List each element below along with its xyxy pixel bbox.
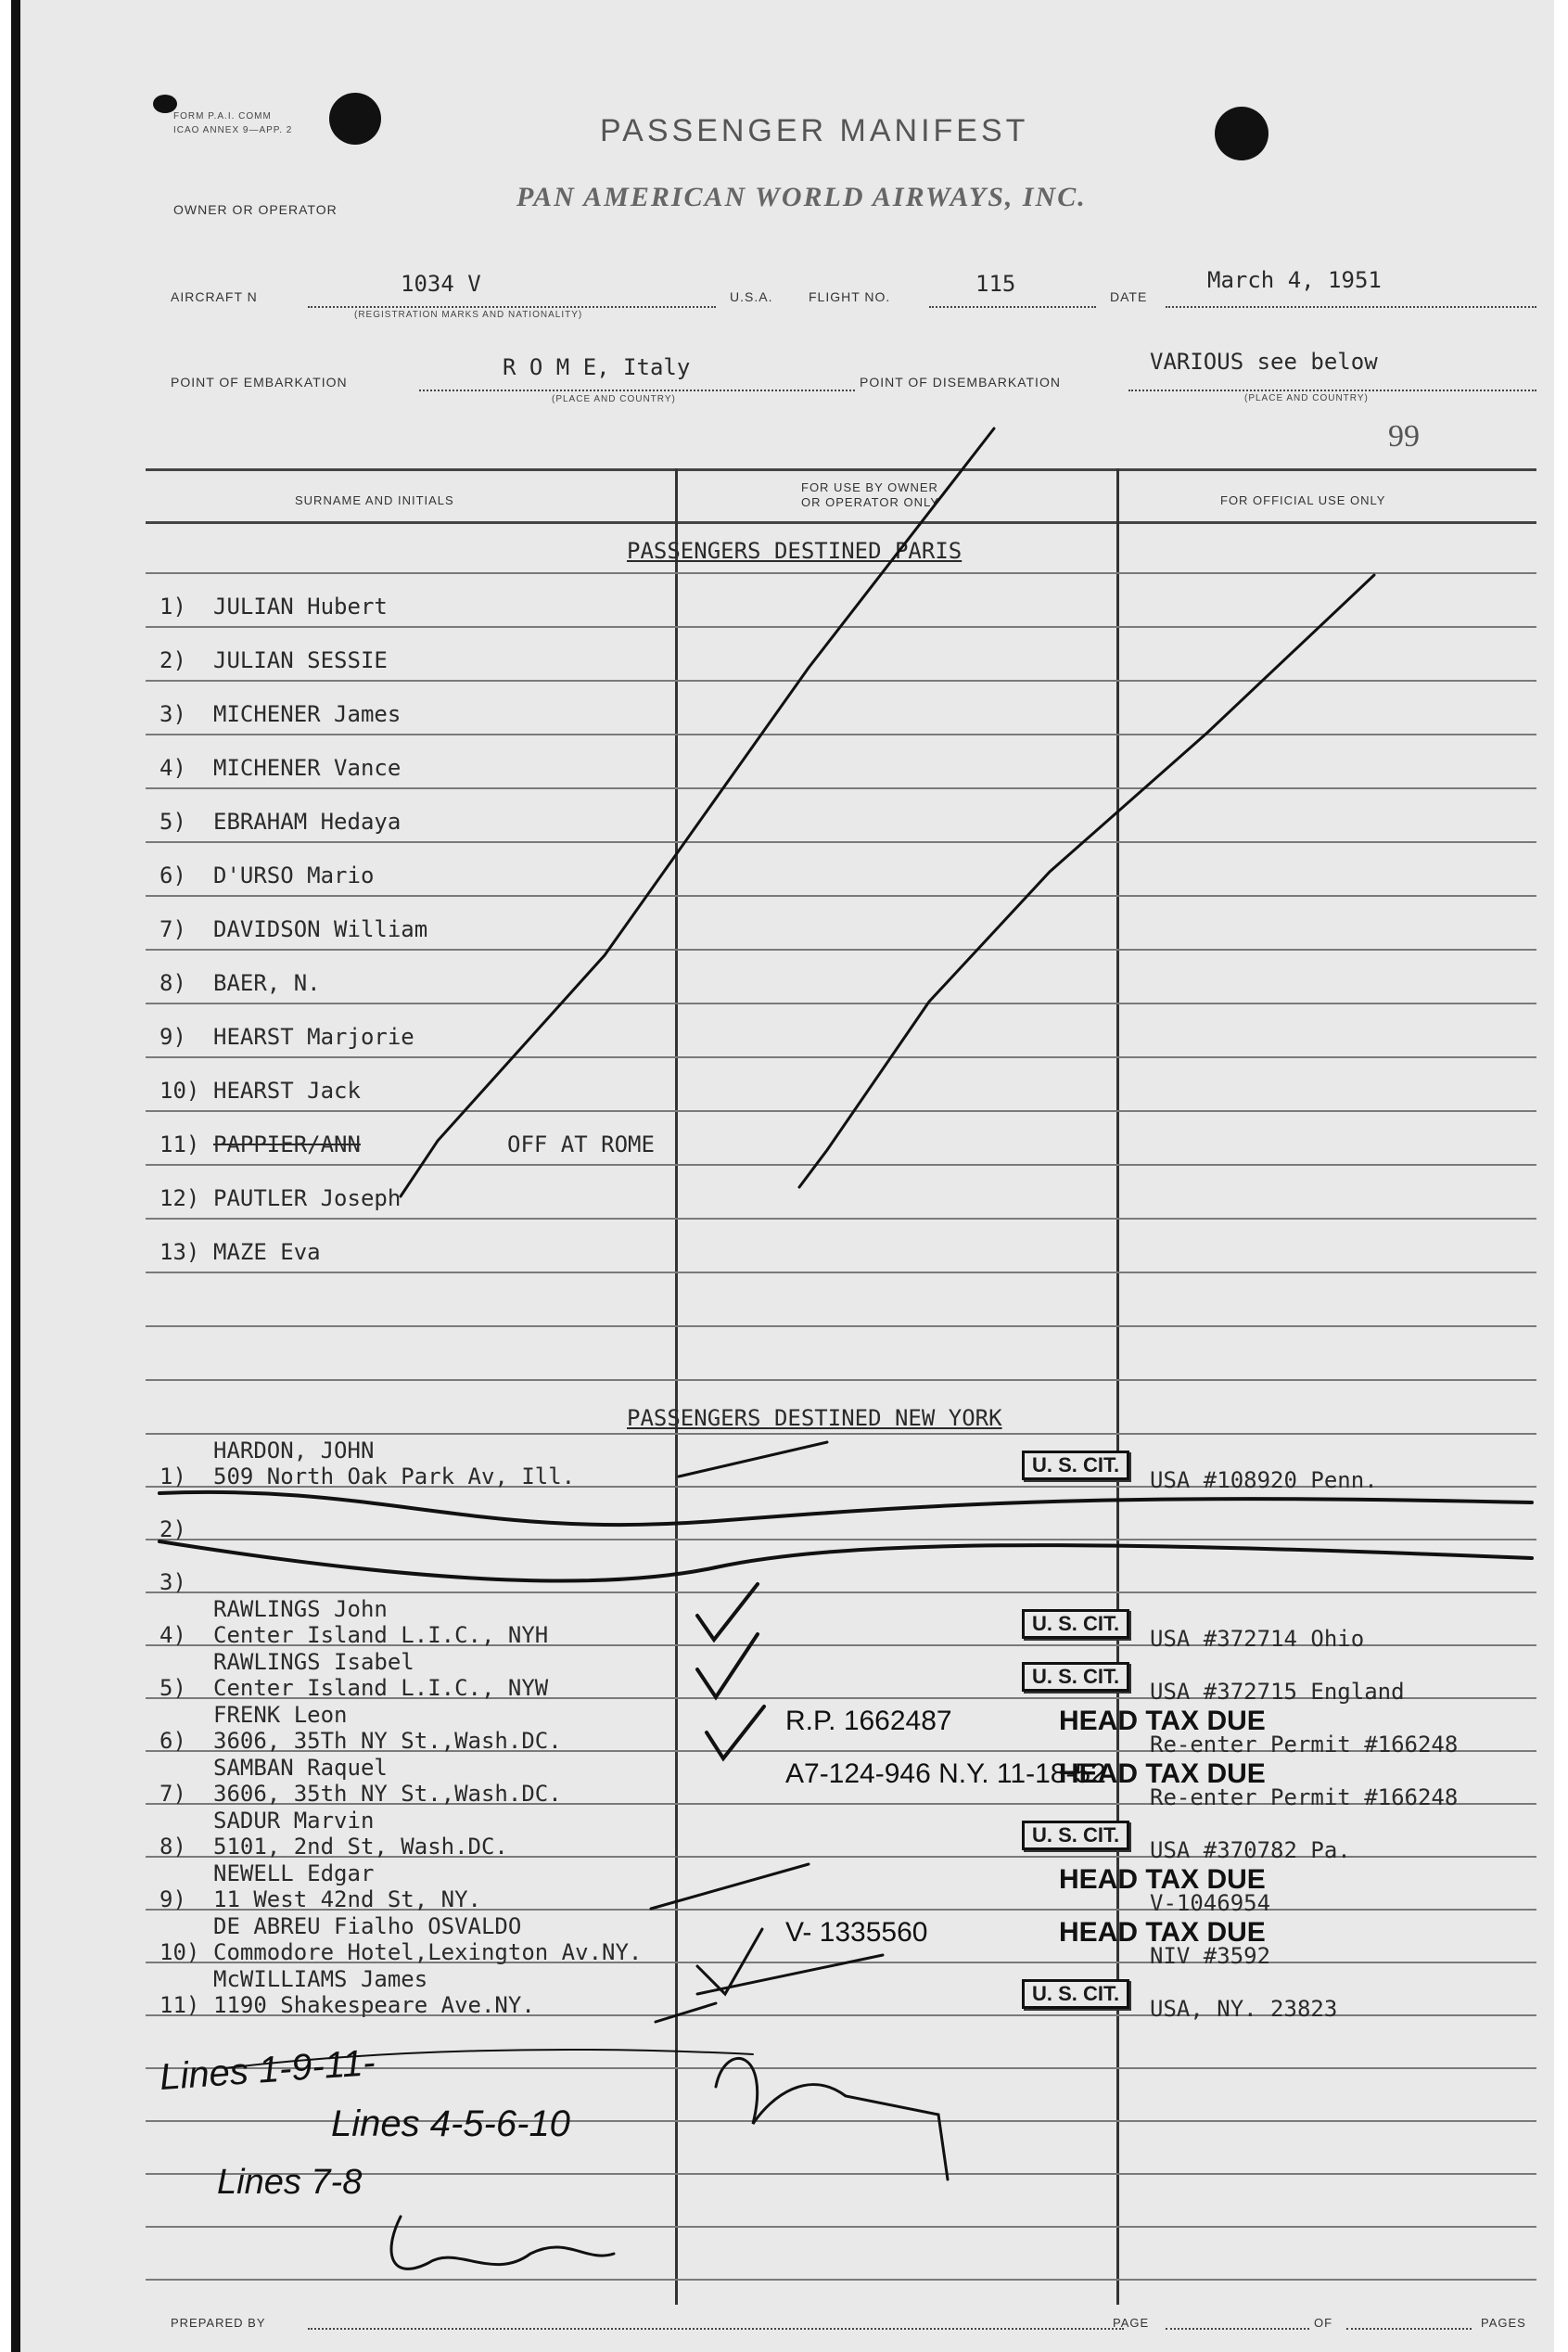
ny-passenger-address: 1190 Shakespeare Ave.NY. bbox=[213, 1992, 535, 2018]
paris-row-number: 5) bbox=[159, 809, 186, 835]
prepared-by-label: PREPARED BY bbox=[171, 2316, 266, 2330]
ny-passenger-name: SAMBAN Raquel bbox=[213, 1755, 388, 1781]
registration-note: (REGISTRATION MARKS AND NATIONALITY) bbox=[354, 310, 583, 320]
ny-passenger-address: Commodore Hotel,Lexington Av.NY. bbox=[213, 1939, 643, 1965]
form-id-line2: ICAO ANNEX 9—APP. 2 bbox=[173, 125, 293, 135]
ny-row-number: 10) bbox=[159, 1939, 200, 1965]
ny-passenger-address: 509 North Oak Park Av, Ill. bbox=[213, 1464, 576, 1489]
ny-passenger-name: HARDON, JOHN bbox=[213, 1438, 375, 1464]
ny-passenger-address: 3606, 35Th NY St.,Wash.DC. bbox=[213, 1728, 562, 1754]
paris-passenger-name: HEARST Jack bbox=[213, 1078, 361, 1104]
ny-official-entry: USA #372714 Ohio bbox=[1150, 1626, 1365, 1652]
head-tax-stamp: HEAD TAX DUE bbox=[1059, 1758, 1266, 1789]
paris-row-number: 1) bbox=[159, 594, 186, 620]
ny-strike-row2 bbox=[159, 1492, 1532, 1525]
paris-row-number: 9) bbox=[159, 1024, 186, 1050]
paris-heading: PASSENGERS DESTINED PARIS bbox=[627, 538, 962, 564]
owner-value: PAN AMERICAN WORLD AIRWAYS, INC. bbox=[516, 182, 1087, 212]
col-owner-line1: FOR USE BY OWNER bbox=[801, 480, 938, 494]
us-citizen-stamp: U. S. CIT. bbox=[1022, 1451, 1129, 1480]
paris-passenger-name: MICHENER James bbox=[213, 701, 402, 727]
ny-check-row1 bbox=[679, 1442, 827, 1476]
ny-row-number: 11) bbox=[159, 1992, 200, 2018]
ny-check-row11 bbox=[656, 2003, 716, 2022]
paris-passenger-note: OFF AT ROME bbox=[507, 1131, 655, 1157]
ny-handwritten-mark: V- 1335560 bbox=[785, 1917, 928, 1948]
paris-row-number: 3) bbox=[159, 701, 186, 727]
flight-value: 115 bbox=[975, 271, 1016, 297]
paris-row-number: 10) bbox=[159, 1078, 200, 1104]
ny-passenger-address: 3606, 35th NY St.,Wash.DC. bbox=[213, 1781, 562, 1807]
ny-row-number: 6) bbox=[159, 1728, 186, 1754]
usa-label: U.S.A. bbox=[730, 289, 773, 304]
page-code: 99 bbox=[1388, 419, 1420, 454]
signature-2 bbox=[391, 2217, 614, 2269]
paris-passenger-name: JULIAN SESSIE bbox=[213, 647, 388, 673]
ny-row-number: 2) bbox=[159, 1516, 186, 1542]
ny-official-entry: Re-enter Permit #166248 bbox=[1150, 1784, 1459, 1810]
handwritten-note-3: Lines 7-8 bbox=[217, 2163, 363, 2202]
paris-row-number: 6) bbox=[159, 863, 186, 888]
pages-label: PAGES bbox=[1481, 2316, 1526, 2330]
of-label: OF bbox=[1314, 2316, 1333, 2330]
ny-official-entry: USA #108920 Penn. bbox=[1150, 1467, 1378, 1493]
ny-passenger-name: RAWLINGS Isabel bbox=[213, 1649, 414, 1675]
paris-passenger-name: PAUTLER Joseph bbox=[213, 1185, 402, 1211]
head-tax-stamp: HEAD TAX DUE bbox=[1059, 1864, 1266, 1895]
ny-official-entry: USA #370782 Pa. bbox=[1150, 1837, 1351, 1863]
ny-passenger-address: 5101, 2nd St, Wash.DC. bbox=[213, 1834, 508, 1860]
us-citizen-stamp: U. S. CIT. bbox=[1022, 1609, 1129, 1639]
ny-check-row9 bbox=[651, 1864, 809, 1909]
ny-row-number: 1) bbox=[159, 1464, 186, 1489]
paris-row-number: 2) bbox=[159, 647, 186, 673]
paris-row-number: 4) bbox=[159, 755, 186, 781]
head-tax-stamp: HEAD TAX DUE bbox=[1059, 1917, 1266, 1948]
paris-row-number: 8) bbox=[159, 970, 186, 996]
ny-check-row6 bbox=[707, 1706, 764, 1758]
embark-label: POINT OF EMBARKATION bbox=[171, 375, 348, 390]
disembark-label: POINT OF DISEMBARKATION bbox=[860, 375, 1061, 390]
ny-row-number: 7) bbox=[159, 1781, 186, 1807]
paris-passenger-name: DAVIDSON William bbox=[213, 916, 428, 942]
ny-official-entry: Re-enter Permit #166248 bbox=[1150, 1732, 1459, 1758]
ny-official-entry: USA #372715 England bbox=[1150, 1679, 1405, 1705]
paris-passenger-name: D'URSO Mario bbox=[213, 863, 375, 888]
ny-passenger-address: 11 West 42nd St, NY. bbox=[213, 1886, 481, 1912]
signature-1 bbox=[716, 2058, 948, 2179]
ny-handwritten-mark: A7-124-946 N.Y. 11-18-52 bbox=[785, 1758, 1106, 1789]
ny-row-number: 4) bbox=[159, 1622, 186, 1648]
us-citizen-stamp: U. S. CIT. bbox=[1022, 1979, 1129, 2009]
ny-strike-row3 bbox=[159, 1541, 1532, 1581]
paris-row-number: 13) bbox=[159, 1239, 200, 1265]
paris-passenger-name: JULIAN Hubert bbox=[213, 594, 388, 620]
ny-passenger-name: FRENK Leon bbox=[213, 1702, 348, 1728]
page-title: PASSENGER MANIFEST bbox=[600, 113, 1029, 148]
us-citizen-stamp: U. S. CIT. bbox=[1022, 1821, 1129, 1850]
ny-row-number: 3) bbox=[159, 1569, 186, 1595]
paris-row-number: 7) bbox=[159, 916, 186, 942]
ny-official-entry: NIV #3592 bbox=[1150, 1943, 1271, 1969]
ny-row-number: 9) bbox=[159, 1886, 186, 1912]
col-owner-line2: OR OPERATOR ONLY bbox=[801, 495, 939, 509]
ny-passenger-name: McWILLIAMS James bbox=[213, 1966, 428, 1992]
ny-check-row4 bbox=[697, 1584, 758, 1640]
ny-passenger-name: SADUR Marvin bbox=[213, 1808, 375, 1834]
paris-passenger-name: MAZE Eva bbox=[213, 1239, 321, 1265]
flight-label: FLIGHT NO. bbox=[809, 289, 891, 304]
ny-official-entry: V-1046954 bbox=[1150, 1890, 1271, 1916]
ny-row-number: 5) bbox=[159, 1675, 186, 1701]
col-surname: SURNAME AND INITIALS bbox=[295, 493, 454, 507]
ny-passenger-name: NEWELL Edgar bbox=[213, 1860, 375, 1886]
ny-passenger-name: DE ABREU Fialho OSVALDO bbox=[213, 1913, 522, 1939]
owner-label: OWNER OR OPERATOR bbox=[173, 202, 338, 217]
pen-strokes bbox=[11, 0, 1554, 2352]
manifest-paper bbox=[11, 0, 1554, 2352]
newyork-heading: PASSENGERS DESTINED NEW YORK bbox=[627, 1405, 1002, 1431]
handwritten-note-1: Lines 1-9-11- bbox=[158, 2041, 376, 2099]
handwritten-note-2: Lines 4-5-6-10 bbox=[331, 2103, 570, 2144]
paris-passenger-name: PAPPIER/ANN bbox=[213, 1131, 361, 1157]
ny-check-row10 bbox=[697, 1929, 883, 1994]
head-tax-stamp: HEAD TAX DUE bbox=[1059, 1706, 1266, 1736]
paris-passenger-name: MICHENER Vance bbox=[213, 755, 402, 781]
form-id-line1: FORM P.A.I. COMM bbox=[173, 111, 272, 121]
ny-passenger-name: RAWLINGS John bbox=[213, 1596, 388, 1622]
aircraft-label: AIRCRAFT N bbox=[171, 289, 258, 304]
ny-passenger-address: Center Island L.I.C., NYH bbox=[213, 1622, 549, 1648]
ny-passenger-address: Center Island L.I.C., NYW bbox=[213, 1675, 549, 1701]
disembark-value: VARIOUS see below bbox=[1150, 349, 1378, 375]
page-label: PAGE bbox=[1113, 2316, 1150, 2330]
disembark-note: (PLACE AND COUNTRY) bbox=[1244, 393, 1369, 403]
paris-passenger-name: EBRAHAM Hedaya bbox=[213, 809, 402, 835]
ny-official-entry: USA, NY. 23823 bbox=[1150, 1996, 1338, 2022]
date-value: March 4, 1951 bbox=[1207, 267, 1382, 293]
col-official: FOR OFFICIAL USE ONLY bbox=[1220, 493, 1386, 507]
aircraft-value: 1034 V bbox=[401, 271, 481, 297]
date-label: DATE bbox=[1110, 289, 1148, 304]
paris-row-number: 12) bbox=[159, 1185, 200, 1211]
paris-passenger-name: BAER, N. bbox=[213, 970, 321, 996]
ny-row-number: 8) bbox=[159, 1834, 186, 1860]
ny-check-row5 bbox=[697, 1634, 758, 1697]
embark-note: (PLACE AND COUNTRY) bbox=[552, 394, 676, 404]
signature-underline bbox=[224, 2050, 753, 2068]
paris-row-number: 11) bbox=[159, 1131, 200, 1157]
paris-check-stroke-1 bbox=[401, 428, 994, 1196]
us-citizen-stamp: U. S. CIT. bbox=[1022, 1662, 1129, 1692]
paris-check-stroke-2 bbox=[799, 575, 1374, 1187]
ny-handwritten-mark: R.P. 1662487 bbox=[785, 1706, 952, 1736]
paris-passenger-name: HEARST Marjorie bbox=[213, 1024, 414, 1050]
embark-value: R O M E, Italy bbox=[503, 354, 691, 380]
